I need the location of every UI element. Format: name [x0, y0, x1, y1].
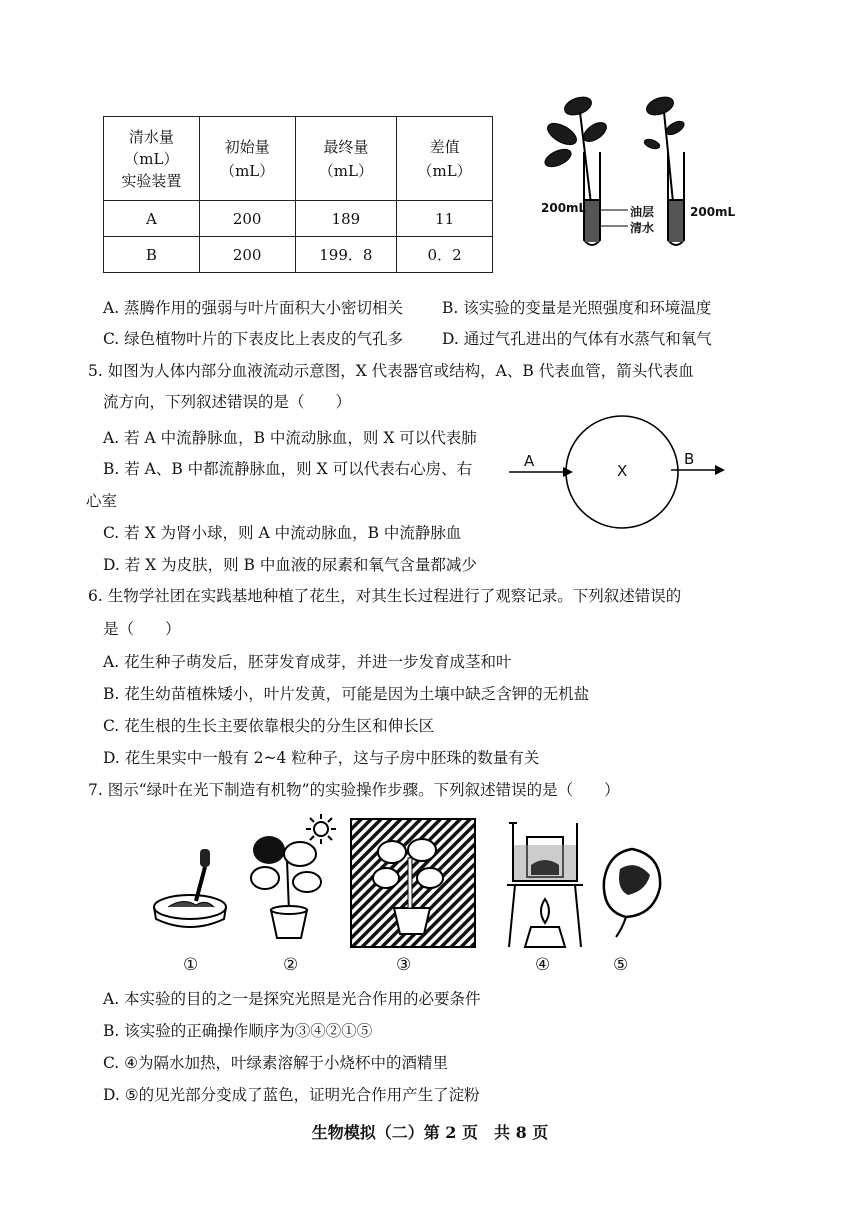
q5-stem-line2: 流方向，下列叙述错误的是（ ） [103, 393, 352, 411]
table-header-device [104, 117, 200, 201]
q6-option-b: B. 花生幼苗植株矮小，叶片发黄，可能是因为土壤中缺乏含钾的无机盐 [103, 685, 590, 703]
q6-stem-line2: 是（ ） [103, 620, 181, 638]
header-col2-line1: 初始量 [224, 137, 270, 156]
vessel-b-label: B [684, 450, 695, 468]
q5-option-b-line2: 心室 [86, 492, 118, 510]
step4-water-bath-figure [505, 815, 585, 955]
q7-option-d: D. ⑤的见光部分变成了蓝色，证明光合作用产生了淀粉 [103, 1086, 480, 1104]
cell-initial: 200 [199, 201, 295, 237]
header-col3-line1: 最终量 [323, 137, 369, 156]
organ-x-label: X [617, 462, 628, 480]
right-plant-icon [643, 94, 686, 212]
table-row [104, 237, 493, 273]
q7-option-a: A. 本实验的目的之一是探究光照是光合作用的必要条件 [103, 990, 481, 1008]
q6-option-a: A. 花生种子萌发后，胚芽发育成芽，并进一步发育成茎和叶 [103, 653, 512, 671]
q7-stem: 7. 图示“绿叶在光下制造有机物”的实验操作步骤。下列叙述错误的是（ ） [88, 781, 620, 799]
cell-final: 189 [295, 201, 397, 237]
q5-option-b-line1: B. 若 A、B 中都流静脉血，则 X 可以代表右心房、右 [103, 460, 473, 478]
q6-stem-line1: 6. 生物学社团在实践基地种植了花生，对其生长过程进行了观察记录。下列叙述错误的 [88, 587, 682, 605]
cell-initial: 200 [199, 237, 295, 273]
header-col2-line2: （mL） [220, 161, 275, 180]
q5-stem-line1: 5. 如图为人体内部分血液流动示意图，X 代表器官或结构，A、B 代表血管，箭头代表血 [88, 362, 694, 380]
header-col4-line1: 差值 [429, 137, 460, 156]
step-label-4: ④ [535, 955, 551, 975]
q4-option-d: D. 通过气孔进出的气体有水蒸气和氧气 [442, 330, 712, 348]
vessel-a-label: A [524, 452, 535, 470]
table-row [104, 201, 493, 237]
right-test-tube [668, 152, 684, 245]
cell-final: 199．8 [295, 237, 397, 273]
table-header-final [295, 117, 397, 201]
cell-diff: 0．2 [397, 237, 493, 273]
page-footer: 生物模拟（二）第 2 页 共 8 页 [311, 1123, 549, 1142]
step2-covered-plant-figure [245, 830, 335, 945]
q4-option-b: B. 该实验的变量是光照强度和环境温度 [442, 299, 712, 317]
header-col3-line2: （mL） [318, 161, 373, 180]
q4-option-a: A. 蒸腾作用的强弱与叶片面积大小密切相关 [103, 299, 404, 317]
q6-option-d: D. 花生果实中一般有 2~4 粒种子，这与子房中胚珠的数量有关 [103, 749, 540, 767]
step-label-5: ⑤ [613, 955, 629, 975]
transpiration-table [103, 116, 493, 273]
header-col1-line2: （mL） [124, 149, 179, 168]
q5-option-a: A. 若 A 中流静脉血，B 中流动脉血，则 X 可以代表肺 [103, 429, 477, 447]
step-label-2: ② [283, 955, 299, 975]
q7-option-c: C. ④为隔水加热，叶绿素溶解于小烧杯中的酒精里 [103, 1054, 449, 1072]
step-label-1: ① [183, 955, 199, 975]
step-label-3: ③ [396, 955, 412, 975]
q5-option-d: D. 若 X 为皮肤，则 B 中血液的尿素和氧气含量都减少 [103, 556, 477, 574]
table-header-diff [397, 117, 493, 201]
header-col4-line2: （mL） [417, 161, 472, 180]
step5-leaf-figure [598, 845, 668, 940]
header-col1-line1: 清水量 [128, 127, 174, 146]
water-label: 清水 [630, 221, 655, 235]
q7-option-b: B. 该实验的正确操作顺序为③④②①⑤ [103, 1022, 373, 1040]
oil-layer-label: 油层 [630, 205, 655, 219]
sun-icon [305, 813, 337, 845]
cell-device: A [104, 201, 200, 237]
step3-dark-box-figure [350, 818, 476, 948]
step1-iodine-drop-figure [148, 845, 238, 940]
cell-diff: 11 [397, 201, 493, 237]
q4-option-c: C. 绿色植物叶片的下表皮比上表皮的气孔多 [103, 330, 404, 348]
header-col1-line3: 实验装置 [121, 171, 182, 190]
table-header-initial [199, 117, 295, 201]
left-volume-label: 200mL [541, 201, 587, 215]
right-volume-label: 200mL [690, 205, 736, 219]
q5-option-c: C. 若 X 为肾小球，则 A 中流动脉血，B 中流静脉血 [103, 524, 462, 542]
q6-option-c: C. 花生根的生长主要依靠根尖的分生区和伸长区 [103, 717, 435, 735]
cell-device: B [104, 237, 200, 273]
